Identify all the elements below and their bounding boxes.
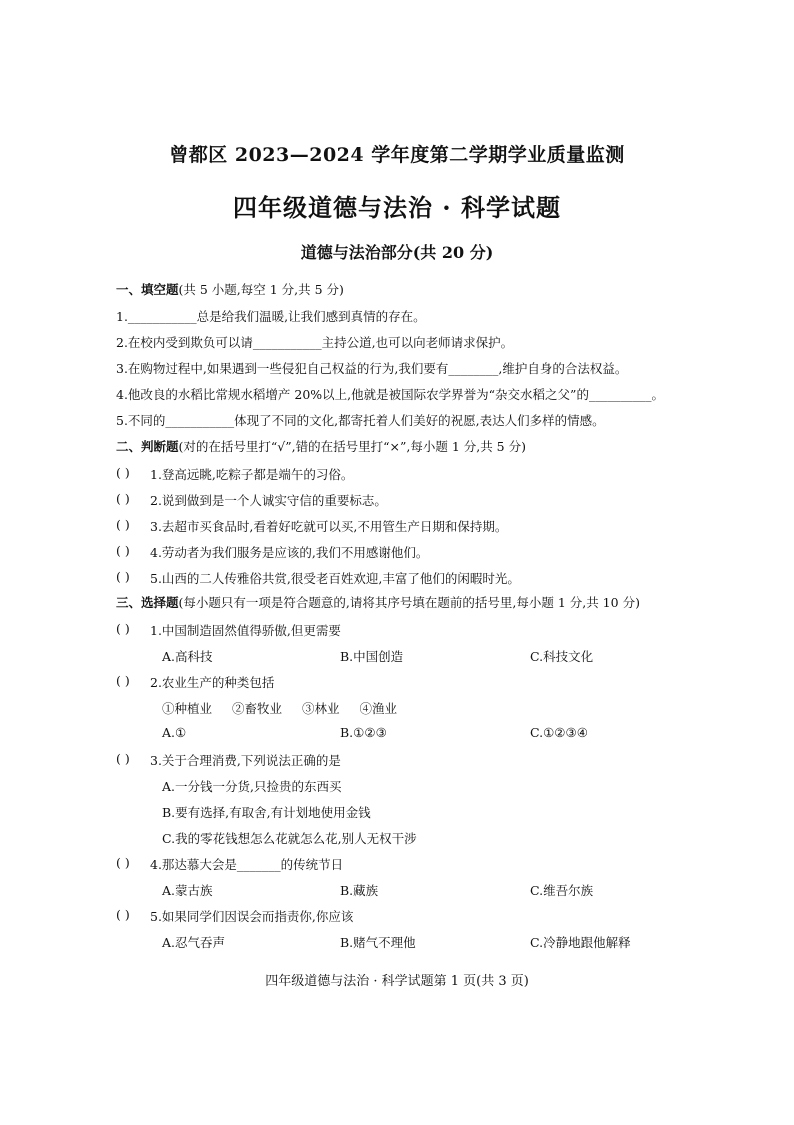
judge-heading-bold: 二、判断题 <box>116 439 179 454</box>
choice-question-2: 2.农业生产的种类包括 <box>150 675 275 690</box>
choice-answer-paren-1[interactable]: ( ) <box>116 621 130 636</box>
choice-5-option-c: C.冷静地跟他解释 <box>530 935 631 950</box>
choice-2-items <box>162 699 417 717</box>
choice-2-option-c: C.①②③④ <box>530 725 588 740</box>
fill-question-2: 2.在校内受到欺负可以请___________主持公道,也可以向老师请求保护。 <box>116 335 514 350</box>
judge-section-heading <box>116 439 526 455</box>
choice-answer-paren-2[interactable]: ( ) <box>116 673 130 688</box>
fill-question-4: 4.他改良的水稻比常规水稻增产 20%以上,他就是被国际农学界誉为“杂交水稻之父”的__________。 <box>116 387 664 402</box>
choice-5-option-a: A.忍气吞声 <box>162 935 226 950</box>
choice-2-option-b: B.①②③ <box>340 725 387 740</box>
fill-heading-rest: (共 5 小题,每空 1 分,共 5 分) <box>178 282 344 297</box>
page-footer: 四年级道德与法治 · 科学试题第 1 页(共 3 页) <box>265 974 529 989</box>
choice-3-option-a: A.一分钱一分货,只捡贵的东西买 <box>162 779 342 794</box>
judge-question-2: 2.说到做到是一个人诚实守信的重要标志。 <box>150 493 387 508</box>
judge-answer-paren-2[interactable]: ( ) <box>116 491 130 506</box>
choice-2-item-1: ①种植业 <box>162 701 213 716</box>
fill-question-5: 5.不同的___________体现了不同的文化,都寄托着人们美好的祝愿,表达人们多样的情感。 <box>116 413 605 428</box>
judge-answer-paren-3[interactable]: ( ) <box>116 517 130 532</box>
judge-heading-rest: (对的在括号里打“√”,错的在括号里打“×”,每小题 1 分,共 5 分) <box>178 439 526 454</box>
choice-answer-paren-5[interactable]: ( ) <box>116 907 130 922</box>
exam-title-line1: 曾都区 2023—2024 学年度第二学期学业质量监测 <box>169 144 625 166</box>
choice-1-option-c: C.科技文化 <box>530 649 594 664</box>
choice-4-option-c: C.维吾尔族 <box>530 883 594 898</box>
choice-4-option-b: B.藏族 <box>340 883 379 898</box>
choice-1-option-b: B.中国创造 <box>340 649 404 664</box>
choice-2-option-a: A.① <box>162 725 187 740</box>
choice-1-option-a: A.高科技 <box>162 649 213 664</box>
fill-heading-bold: 一、填空题 <box>116 282 179 297</box>
choice-2-item-4: ④渔业 <box>359 701 398 716</box>
judge-question-1: 1.登高远眺,吃粽子都是端午的习俗。 <box>150 467 354 482</box>
choice-4-option-a: A.蒙古族 <box>162 883 213 898</box>
exam-title-line2: 四年级道德与法治 · 科学试题 <box>232 193 562 222</box>
choice-3-option-c: C.我的零花钱想怎么花就怎么花,别人无权干涉 <box>162 831 417 846</box>
judge-answer-paren-5[interactable]: ( ) <box>116 569 130 584</box>
section-title: 道德与法治部分(共 20 分) <box>300 243 494 262</box>
choice-answer-paren-3[interactable]: ( ) <box>116 751 130 766</box>
judge-answer-paren-1[interactable]: ( ) <box>116 465 130 480</box>
choice-section-heading <box>116 595 640 611</box>
choice-2-item-2: ②畜牧业 <box>232 701 283 716</box>
fill-question-3: 3.在购物过程中,如果遇到一些侵犯自己权益的行为,我们要有________,维护自身的合法权益。 <box>116 361 628 376</box>
judge-question-4: 4.劳动者为我们服务是应该的,我们不用感谢他们。 <box>150 545 429 560</box>
choice-question-3: 3.关于合理消费,下列说法正确的是 <box>150 753 341 768</box>
fill-question-1: 1.___________总是给我们温暖,让我们感到真情的存在。 <box>116 309 426 324</box>
choice-heading-rest: (每小题只有一项是符合题意的,请将其序号填在题前的括号里,每小题 1 分,共 10 分) <box>178 595 640 610</box>
judge-answer-paren-4[interactable]: ( ) <box>116 543 130 558</box>
choice-question-1: 1.中国制造固然值得骄傲,但更需要 <box>150 623 341 638</box>
choice-question-4: 4.那达慕大会是_______的传统节日 <box>150 857 344 872</box>
choice-question-5: 5.如果同学们因误会而指责你,你应该 <box>150 909 354 924</box>
judge-question-3: 3.去超市买食品时,看着好吃就可以买,不用管生产日期和保持期。 <box>150 519 508 534</box>
choice-heading-bold: 三、选择题 <box>116 595 179 610</box>
choice-3-option-b: B.要有选择,有取舍,有计划地使用金钱 <box>162 805 371 820</box>
choice-answer-paren-4[interactable]: ( ) <box>116 855 130 870</box>
fill-section-heading <box>116 282 344 298</box>
choice-2-item-3: ③林业 <box>302 701 340 716</box>
judge-question-5: 5.山西的二人传雅俗共赏,很受老百姓欢迎,丰富了他们的闲暇时光。 <box>150 571 520 586</box>
choice-5-option-b: B.赌气不理他 <box>340 935 416 950</box>
